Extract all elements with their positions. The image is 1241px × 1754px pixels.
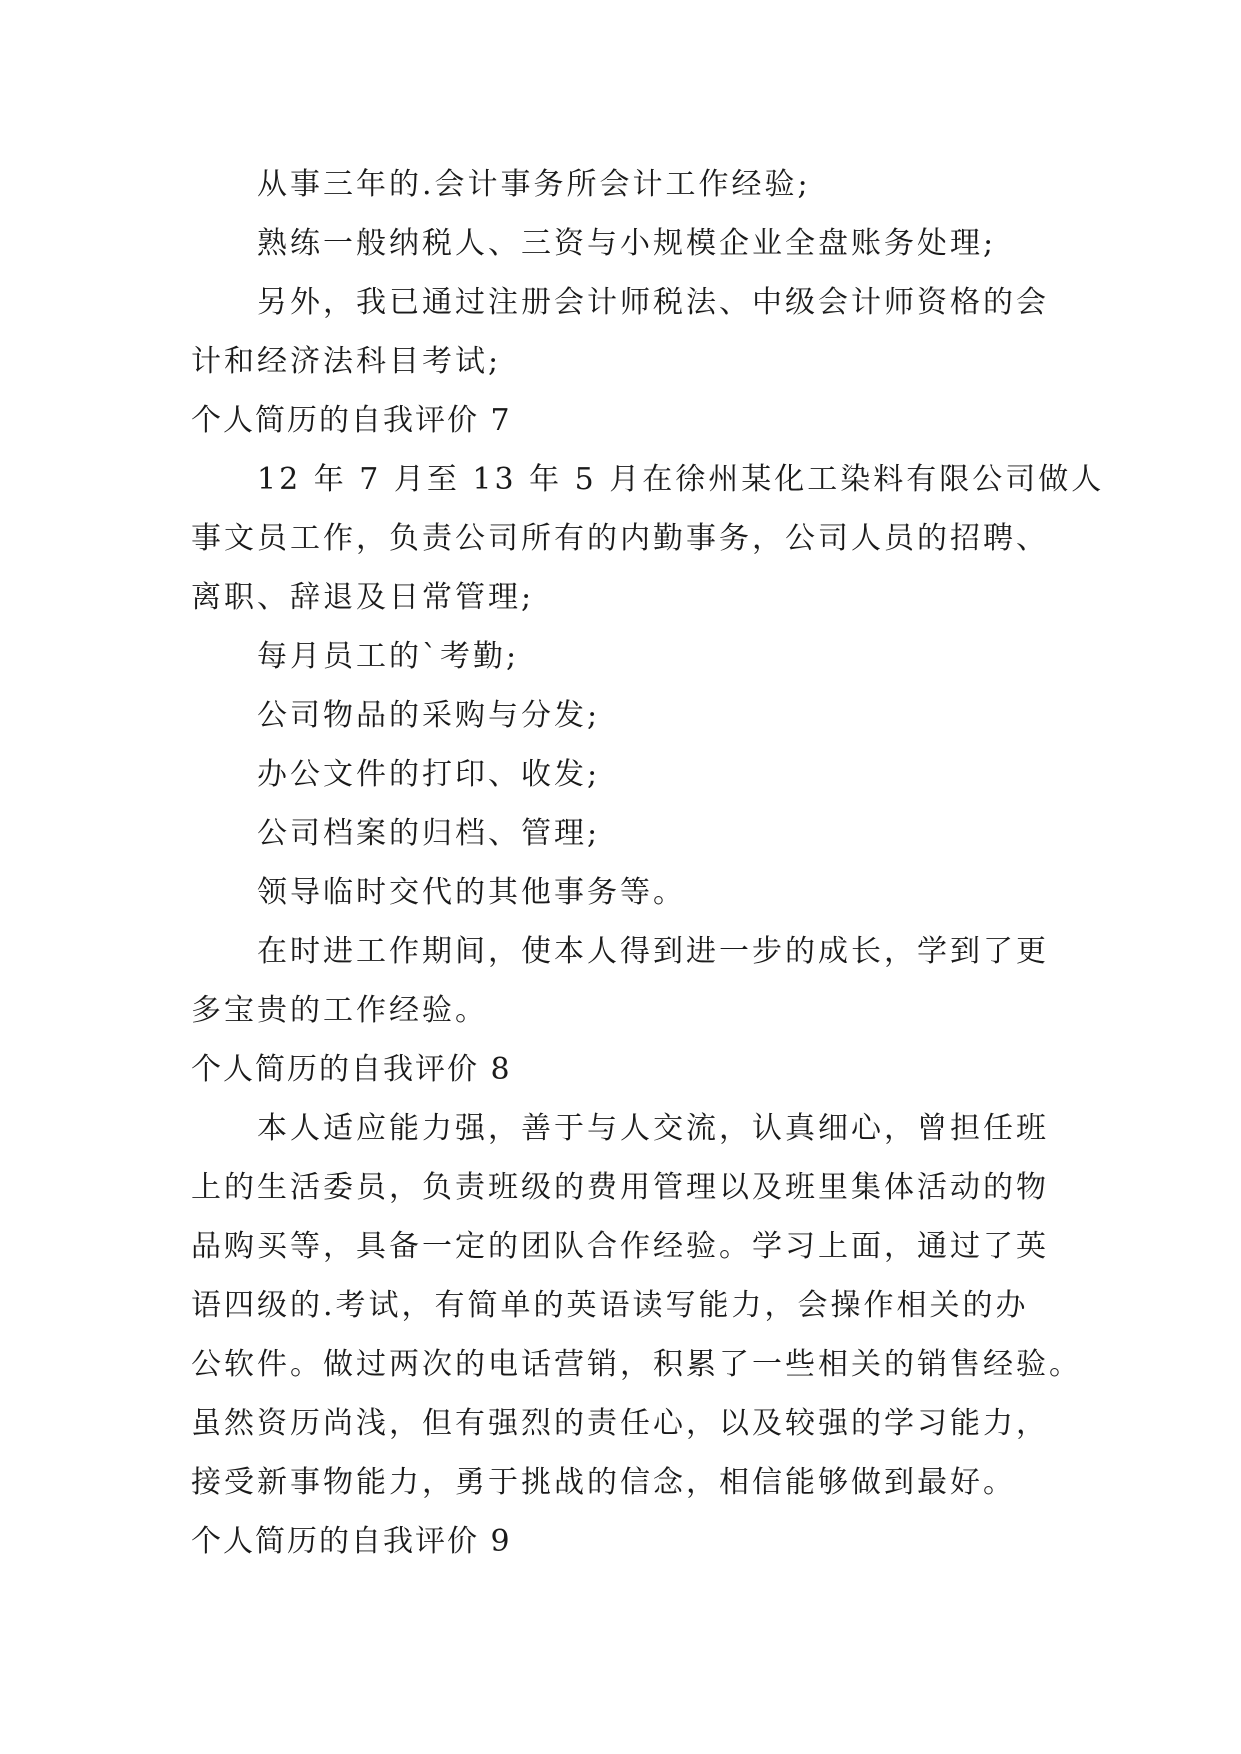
paragraph-line: 本人适应能力强，善于与人交流，认真细心，曾担任班	[257, 1111, 1049, 1146]
section-heading-9: 个人简历的自我评价 9	[191, 1524, 512, 1559]
paragraph-line: 计和经济法科目考试;	[191, 344, 502, 379]
paragraph-line: 另外，我已通过注册会计师税法、中级会计师资格的会	[257, 285, 1049, 320]
paragraph-line: 12 年 7 月至 13 年 5 月在徐州某化工染料有限公司做人	[257, 462, 1105, 497]
paragraph-line: 熟练一般纳税人、三资与小规模企业全盘账务处理;	[257, 226, 997, 261]
section-heading-8: 个人简历的自我评价 8	[191, 1052, 512, 1087]
paragraph-line: 虽然资历尚浅，但有强烈的责任心，以及较强的学习能力，	[191, 1406, 1049, 1441]
paragraph-line: 从事三年的.会计事务所会计工作经验;	[257, 167, 811, 202]
paragraph-line: 离职、辞退及日常管理;	[191, 580, 535, 615]
paragraph-line: 多宝贵的工作经验。	[191, 993, 488, 1028]
paragraph-line: 在时进工作期间，使本人得到进一步的成长，学到了更	[257, 934, 1049, 969]
paragraph-line: 公司档案的归档、管理;	[257, 816, 601, 851]
section-heading-7: 个人简历的自我评价 7	[191, 403, 512, 438]
paragraph-line: 上的生活委员，负责班级的费用管理以及班里集体活动的物	[191, 1170, 1049, 1205]
paragraph-line: 每月员工的`考勤;	[257, 639, 520, 674]
document-body	[191, 155, 1105, 1571]
paragraph-line: 公软件。做过两次的电话营销，积累了一些相关的销售经验。	[191, 1347, 1082, 1382]
paragraph-line: 品购买等，具备一定的团队合作经验。学习上面，通过了英	[191, 1229, 1049, 1264]
paragraph-line: 办公文件的打印、收发;	[257, 757, 601, 792]
paragraph-line: 事文员工作，负责公司所有的内勤事务，公司人员的招聘、	[191, 521, 1049, 556]
paragraph-line: 接受新事物能力，勇于挑战的信念，相信能够做到最好。	[191, 1465, 1016, 1500]
paragraph-line: 领导临时交代的其他事务等。	[257, 875, 686, 910]
paragraph-line: 语四级的.考试，有简单的英语读写能力，会操作相关的办	[191, 1288, 1029, 1323]
paragraph-line: 公司物品的采购与分发;	[257, 698, 601, 733]
